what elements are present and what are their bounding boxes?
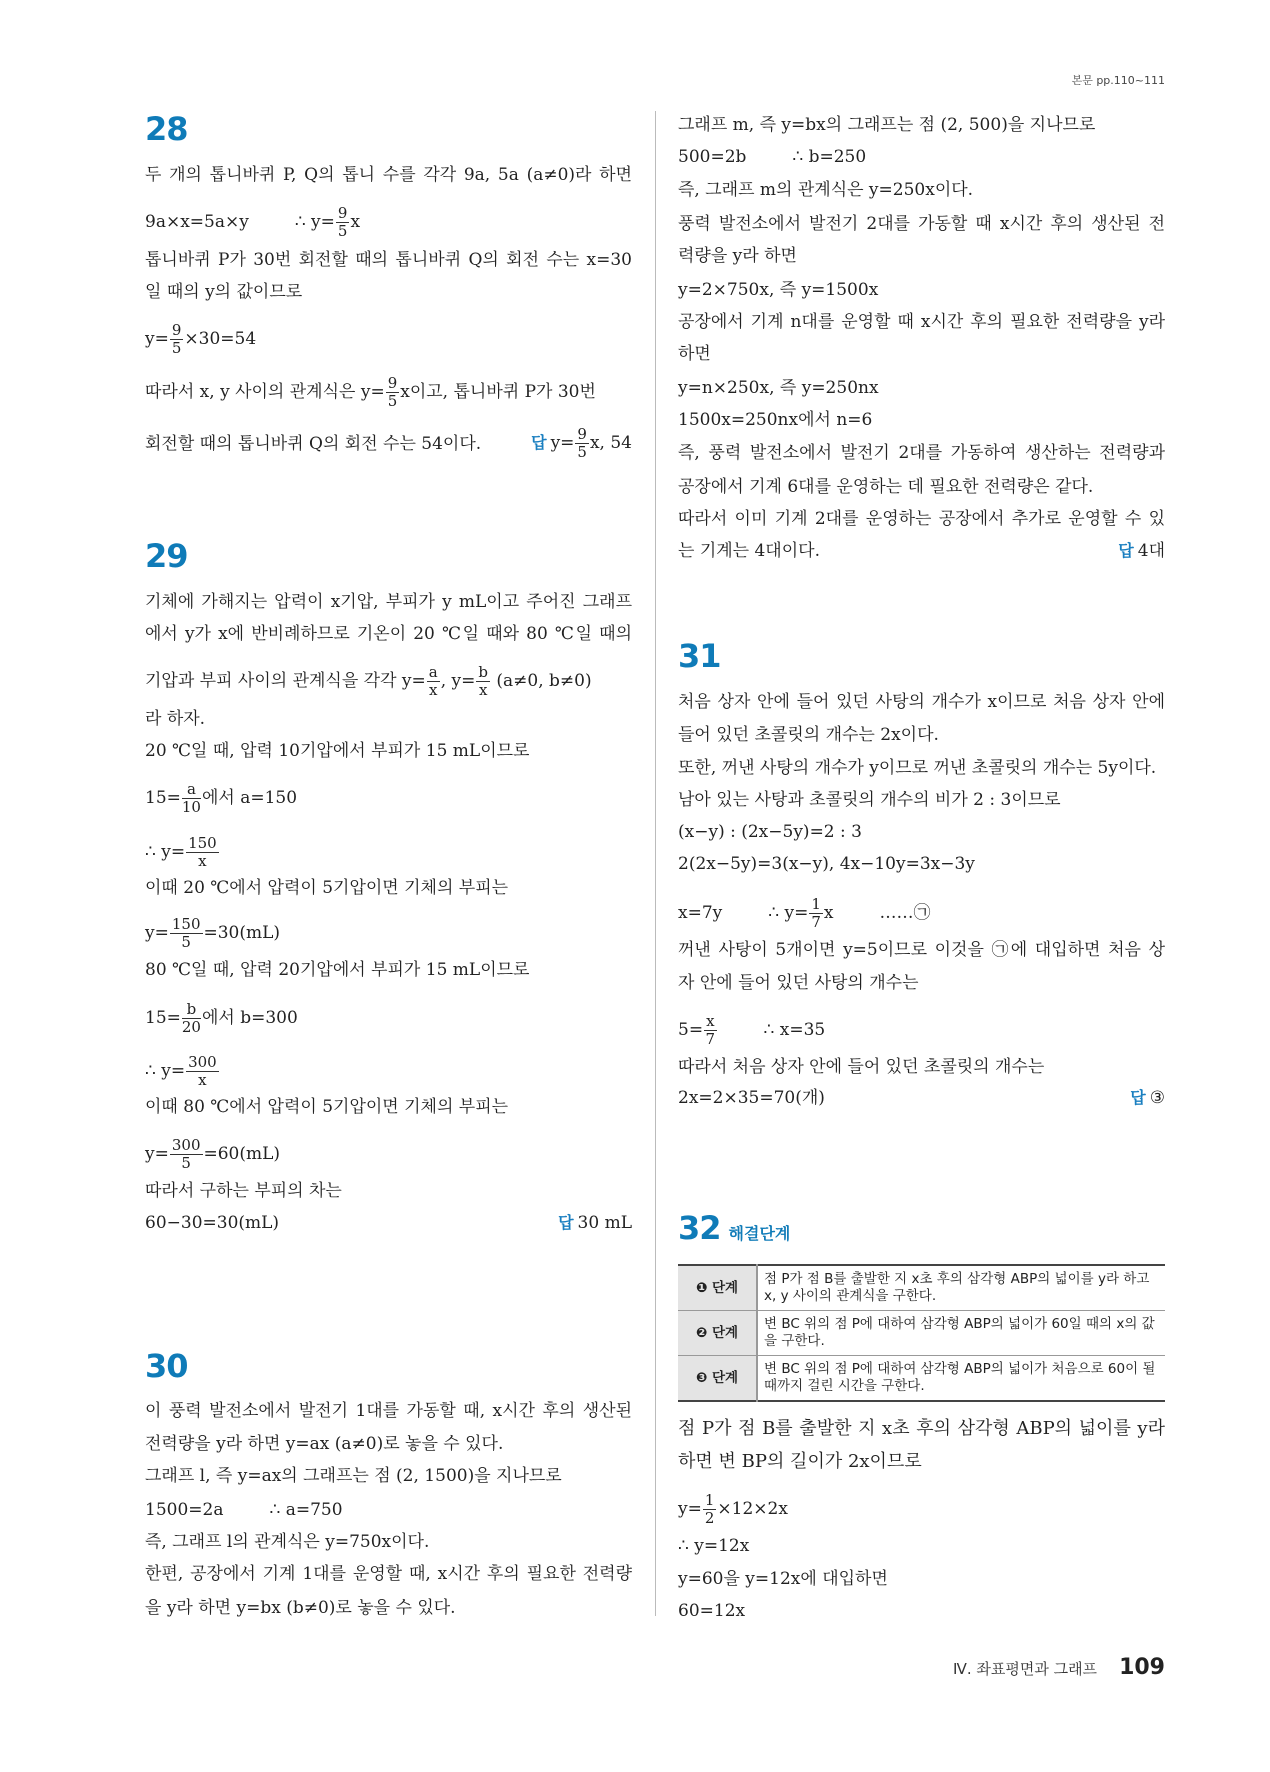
problem-number-31: 31 bbox=[678, 637, 721, 675]
equation-marker: ……㉠ bbox=[879, 903, 931, 923]
answer-value: ③ bbox=[1149, 1088, 1165, 1108]
denominator: 20 bbox=[181, 1018, 201, 1036]
text-line: 2(2x−5y)=3(x−y), 4x−10y=3x−3y bbox=[678, 854, 975, 874]
expr: (a≠0, b≠0) bbox=[491, 671, 592, 691]
equation-line bbox=[145, 1001, 632, 1036]
page-footer bbox=[953, 1655, 1165, 1680]
numerator: x bbox=[706, 1012, 715, 1030]
expr: 에서 b=300 bbox=[201, 1008, 298, 1028]
expr: =60(mL) bbox=[203, 1144, 281, 1164]
expr: x bbox=[350, 212, 361, 232]
problem-number-29: 29 bbox=[145, 537, 188, 575]
numerator: 150 bbox=[171, 915, 201, 933]
fraction bbox=[170, 916, 203, 951]
answer bbox=[1118, 539, 1165, 563]
column-divider bbox=[655, 111, 656, 1616]
step-description: 변 BC 위의 점 P에 대하여 삼각형 ABP의 넓이가 처음으로 60이 될 때까지 걸린 시간을 구한다. bbox=[757, 1356, 1165, 1402]
fraction bbox=[170, 1137, 203, 1172]
text-line: 1500x=250nx에서 n=6 bbox=[678, 410, 873, 430]
equation-line bbox=[145, 781, 632, 816]
expr: =30(mL) bbox=[203, 923, 281, 943]
numerator: 300 bbox=[188, 1053, 217, 1071]
expr: ∴ y= bbox=[768, 903, 809, 923]
numerator: b bbox=[182, 1001, 201, 1019]
problem-number-32 bbox=[678, 1209, 790, 1247]
answer-line bbox=[145, 1211, 632, 1235]
text-line: 남아 있는 사탕과 초콜릿의 개수의 비가 2 : 3이므로 bbox=[678, 790, 1061, 810]
expr: 15= bbox=[145, 788, 181, 808]
fraction bbox=[182, 781, 201, 816]
numerator: 1 bbox=[811, 895, 821, 913]
text-line: 즉, 그래프 m의 관계식은 y=250x이다. bbox=[678, 180, 974, 200]
expr: ∴ y= bbox=[145, 1061, 186, 1081]
expr: ×12×2x bbox=[717, 1499, 788, 1519]
chapter-title: Ⅳ. 좌표평면과 그래프 bbox=[952, 1660, 1098, 1678]
expr: 15= bbox=[145, 1008, 181, 1028]
expr: x이고, 톱니바퀴 P가 30번 bbox=[400, 382, 596, 402]
text-line: 이때 20 ℃에서 압력이 5기압이면 기체의 부피는 bbox=[145, 878, 509, 898]
equation-line bbox=[678, 1013, 1165, 1048]
answer-label: 답 bbox=[531, 433, 547, 452]
step-label: ❸ 단계 bbox=[678, 1356, 757, 1402]
text-line: 공장에서 기계 6대를 운영하는 데 필요한 전력량은 같다. bbox=[678, 477, 1094, 497]
table-row bbox=[678, 1311, 1165, 1356]
text-line: 라 하자. bbox=[145, 709, 206, 729]
text-line: 즉, 그래프 l의 관계식은 y=750x이다. bbox=[145, 1532, 430, 1552]
step-label: ❶ 단계 bbox=[678, 1265, 757, 1311]
expr: y= bbox=[145, 329, 169, 349]
expr: 5= bbox=[678, 1020, 704, 1040]
fraction bbox=[427, 664, 440, 699]
page-number: 109 bbox=[1119, 1655, 1165, 1680]
text-line: 들어 있던 초콜릿의 개수는 2x이다. bbox=[678, 725, 939, 745]
text-line: 기체에 가해지는 압력이 x기압, 부피가 y mL이고 주어진 그래프 bbox=[145, 592, 632, 612]
equation-line bbox=[678, 145, 1165, 169]
fraction bbox=[575, 426, 589, 461]
fraction bbox=[186, 1054, 219, 1089]
text-line: 전력량을 y라 하면 y=ax (a≠0)로 놓을 수 있다. bbox=[145, 1434, 504, 1454]
text-line: 이때 80 ℃에서 압력이 5기압이면 기체의 부피는 bbox=[145, 1097, 509, 1117]
expr: x, 54 bbox=[589, 433, 632, 453]
text-line: 을 y라 하면 y=bx (b≠0)로 놓을 수 있다. bbox=[145, 1598, 456, 1618]
text-line: 력량을 y라 하면 bbox=[678, 246, 797, 266]
fraction bbox=[476, 664, 490, 699]
text-line: 따라서 구하는 부피의 차는 bbox=[145, 1181, 342, 1201]
expr: ×30=54 bbox=[184, 329, 257, 349]
answer bbox=[558, 1211, 632, 1235]
text-line: 즉, 풍력 발전소에서 발전기 2대를 가동하여 생산하는 전력량과 bbox=[678, 443, 1165, 463]
answer-value: 4대 bbox=[1137, 541, 1165, 561]
equation-line bbox=[145, 835, 632, 870]
step-description: 변 BC 위의 점 P에 대하여 삼각형 ABP의 넓이가 60일 때의 x의 값을 구한다. bbox=[757, 1311, 1165, 1356]
expr: y= bbox=[550, 433, 575, 453]
text-line: 두 개의 톱니바퀴 P, Q의 톱니 수를 각각 9a, 5a (a≠0)라 하면 bbox=[145, 165, 632, 185]
answer bbox=[531, 426, 632, 461]
table-row bbox=[678, 1265, 1165, 1311]
expr: ∴ y= bbox=[145, 842, 186, 862]
text-line: 자 안에 들어 있던 사탕의 개수는 bbox=[678, 973, 919, 993]
equation-line bbox=[678, 896, 1165, 931]
text-line: 톱니바퀴 P가 30번 회전할 때의 톱니바퀴 Q의 회전 수는 x=30 bbox=[145, 250, 632, 270]
fraction bbox=[182, 1001, 201, 1036]
text-line: 일 때의 y의 값이므로 bbox=[145, 282, 303, 302]
equation-line bbox=[145, 1054, 632, 1089]
text-line: 그래프 l, 즉 y=ax의 그래프는 점 (2, 1500)을 지나므로 bbox=[145, 1466, 562, 1486]
expr: ∴ b=250 bbox=[792, 147, 867, 167]
expr: 9a×x=5a×y bbox=[145, 212, 249, 232]
answer-line bbox=[145, 426, 632, 461]
fraction bbox=[336, 205, 350, 240]
expr: ∴ y= bbox=[294, 212, 335, 232]
expr: y= bbox=[145, 1144, 169, 1164]
problem-number-28: 28 bbox=[145, 110, 188, 148]
expr: , y= bbox=[440, 671, 476, 691]
expr: 1500=2a bbox=[145, 1500, 224, 1520]
equation-line bbox=[145, 322, 632, 357]
equation-line bbox=[145, 1498, 632, 1522]
text-line: 20 ℃일 때, 압력 10기압에서 부피가 15 mL이므로 bbox=[145, 741, 530, 761]
text-line: 그래프 m, 즉 y=bx의 그래프는 점 (2, 500)을 지나므로 bbox=[678, 115, 1096, 135]
denominator: 7 bbox=[811, 913, 821, 931]
denominator: 5 bbox=[337, 222, 348, 240]
denominator: 2 bbox=[704, 1509, 715, 1527]
page-reference: 본문 pp.110~111 bbox=[1071, 74, 1165, 87]
text-line: 하면 변 BP의 길이가 2x이므로 bbox=[678, 1451, 922, 1472]
denominator: x bbox=[198, 852, 207, 870]
numerator: a bbox=[182, 781, 201, 799]
expr: 에서 a=150 bbox=[201, 788, 298, 808]
denominator: 5 bbox=[181, 1154, 191, 1172]
numerator: 9 bbox=[171, 321, 182, 339]
answer-line bbox=[678, 1086, 1165, 1110]
solution-steps-tag: 해결단계 bbox=[728, 1224, 791, 1243]
expr: 기압과 부피 사이의 관계식을 각각 y= bbox=[145, 671, 426, 691]
fraction bbox=[809, 896, 823, 931]
text-line: 이 풍력 발전소에서 발전기 1대를 가동할 때, x시간 후의 생산된 bbox=[145, 1401, 632, 1421]
text-line: 꺼낸 사탕이 5개이면 y=5이므로 이것을 ㉠에 대입하면 처음 상 bbox=[678, 940, 1165, 960]
fraction bbox=[386, 375, 400, 410]
text-line: (x−y) : (2x−5y)=2 : 3 bbox=[678, 822, 862, 842]
text: 는 기계는 4대이다. bbox=[678, 541, 820, 561]
equation-line bbox=[145, 205, 632, 240]
fraction bbox=[703, 1492, 717, 1527]
answer-label: 답 bbox=[558, 1213, 574, 1232]
expr: ∴ a=750 bbox=[269, 1500, 343, 1520]
answer-label: 답 bbox=[1118, 541, 1134, 560]
numerator: 9 bbox=[387, 374, 398, 392]
numerator: a bbox=[428, 663, 438, 681]
equation-line bbox=[678, 1492, 1165, 1527]
denominator: 5 bbox=[577, 443, 587, 461]
answer-value: 30 mL bbox=[577, 1213, 632, 1233]
fraction bbox=[186, 835, 219, 870]
text-line: 80 ℃일 때, 압력 20기압에서 부피가 15 mL이므로 bbox=[145, 960, 530, 980]
denominator: 10 bbox=[181, 798, 201, 816]
denominator: 5 bbox=[171, 339, 182, 357]
text-line: 하면 bbox=[678, 344, 711, 364]
text-line: 따라서 이미 기계 2대를 운영하는 공장에서 추가로 운영할 수 있 bbox=[678, 509, 1165, 529]
text-line: 에서 y가 x에 반비례하므로 기온이 20 ℃일 때와 80 ℃일 때의 bbox=[145, 624, 632, 644]
expr: x=7y bbox=[678, 903, 723, 923]
expr: y= bbox=[145, 923, 169, 943]
numerator: 1 bbox=[704, 1491, 715, 1509]
text-line: 풍력 발전소에서 발전기 2대를 가동할 때 x시간 후의 생산된 전 bbox=[678, 214, 1165, 234]
equation-line bbox=[145, 1137, 632, 1172]
numerator: 300 bbox=[171, 1136, 201, 1154]
text-line: y=2×750x, 즉 y=1500x bbox=[678, 280, 879, 300]
denominator: x bbox=[429, 681, 438, 699]
problem-number-30: 30 bbox=[145, 1347, 188, 1385]
text-line: ∴ y=12x bbox=[678, 1536, 750, 1556]
text: 60−30=30(mL) bbox=[145, 1213, 280, 1233]
step-label: ❷ 단계 bbox=[678, 1311, 757, 1356]
answer-line bbox=[678, 539, 1165, 563]
text-line: y=n×250x, 즉 y=250nx bbox=[678, 378, 879, 398]
fraction bbox=[704, 1013, 716, 1048]
step-description: 점 P가 점 B를 출발한 지 x초 후의 삼각형 ABP의 넓이를 y라 하고 x, y 사이의 관계식을 구한다. bbox=[757, 1265, 1165, 1311]
numerator: 150 bbox=[188, 834, 217, 852]
fraction bbox=[170, 322, 184, 357]
expr: 따라서 x, y 사이의 관계식은 y= bbox=[145, 382, 385, 402]
equation-line bbox=[145, 916, 632, 951]
table-row bbox=[678, 1356, 1165, 1402]
text: 2x=2×35=70(개) bbox=[678, 1088, 825, 1108]
text-line: 한편, 공장에서 기계 1대를 운영할 때, x시간 후의 필요한 전력량 bbox=[145, 1564, 632, 1584]
text-line: 처음 상자 안에 들어 있던 사탕의 개수가 x이므로 처음 상자 안에 bbox=[678, 692, 1165, 712]
solution-steps-table bbox=[678, 1264, 1165, 1402]
text-line: 점 P가 점 B를 출발한 지 x초 후의 삼각형 ABP의 넓이를 y라 bbox=[678, 1418, 1165, 1439]
text-line bbox=[145, 375, 632, 410]
text-line bbox=[145, 664, 632, 699]
text-line: y=60을 y=12x에 대입하면 bbox=[678, 1569, 888, 1589]
text-line: 따라서 처음 상자 안에 들어 있던 초콜릿의 개수는 bbox=[678, 1057, 1045, 1077]
answer bbox=[1130, 1086, 1165, 1110]
expr: x bbox=[823, 903, 834, 923]
denominator: x bbox=[478, 681, 488, 699]
text: 회전할 때의 톱니바퀴 Q의 회전 수는 54이다. bbox=[145, 433, 482, 454]
number: 32 bbox=[678, 1209, 721, 1247]
numerator: 9 bbox=[577, 425, 587, 443]
denominator: 5 bbox=[387, 392, 398, 410]
expr: ∴ x=35 bbox=[763, 1020, 826, 1040]
text-line: 60=12x bbox=[678, 1601, 746, 1621]
expr: y= bbox=[678, 1499, 702, 1519]
denominator: 7 bbox=[705, 1030, 716, 1048]
numerator: b bbox=[478, 663, 488, 681]
denominator: 5 bbox=[181, 933, 191, 951]
denominator: x bbox=[198, 1071, 207, 1089]
numerator: 9 bbox=[337, 204, 348, 222]
text-line: 공장에서 기계 n대를 운영할 때 x시간 후의 필요한 전력량을 y라 bbox=[678, 312, 1165, 332]
text-line: 또한, 꺼낸 사탕의 개수가 y이므로 꺼낸 초콜릿의 개수는 5y이다. bbox=[678, 758, 1157, 778]
answer-label: 답 bbox=[1130, 1088, 1146, 1107]
expr: 500=2b bbox=[678, 147, 747, 167]
